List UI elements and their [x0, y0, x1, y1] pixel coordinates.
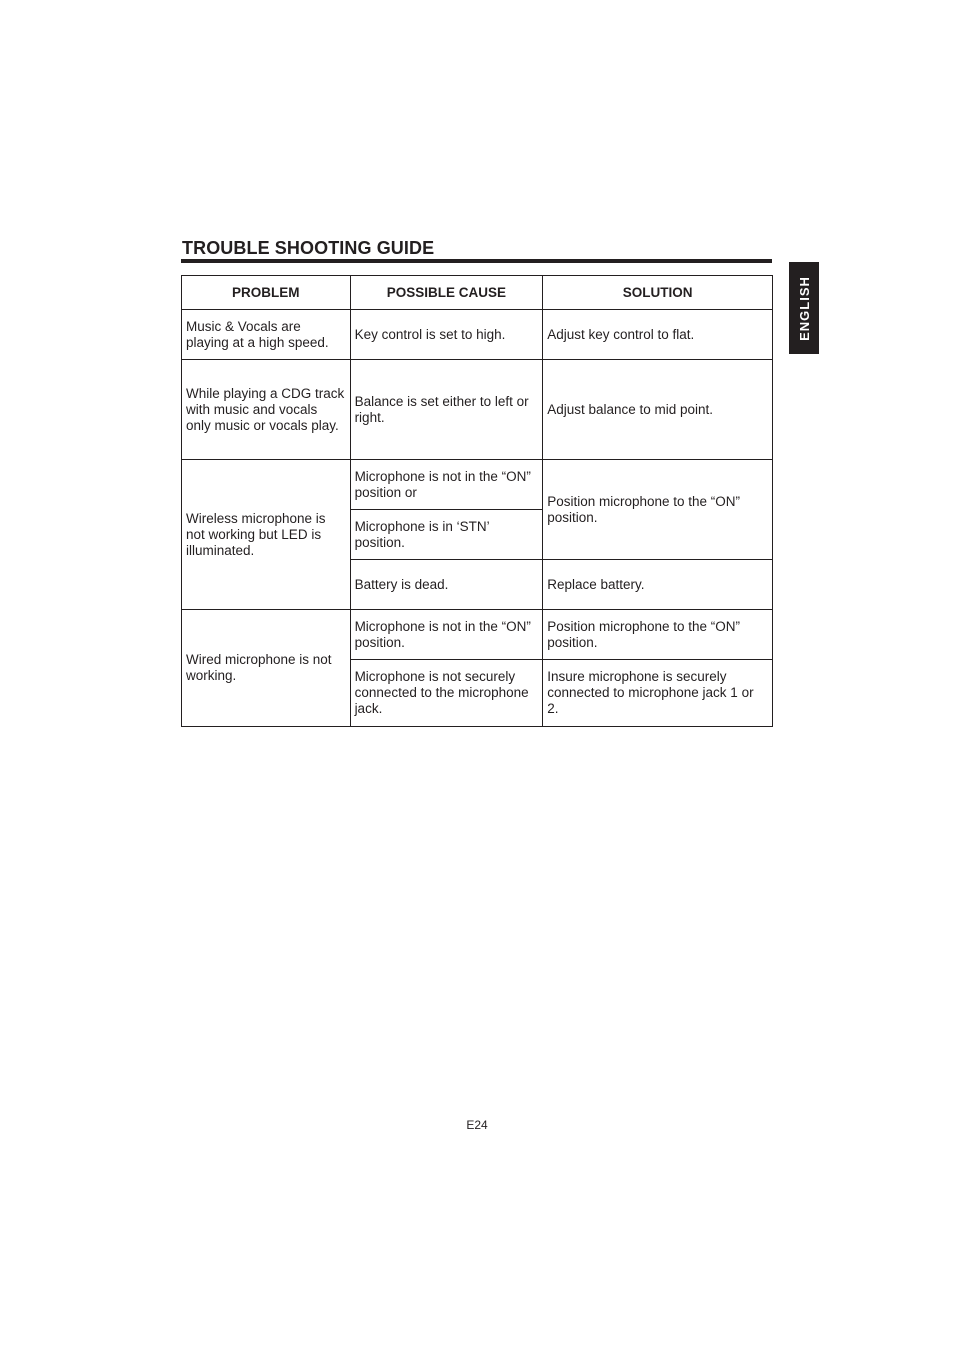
- solution-cell: Position microphone to the “ON” position.: [543, 460, 773, 560]
- table-row: [182, 610, 773, 660]
- cause-cell: Key control is set to high.: [350, 310, 543, 360]
- title-underline: [181, 259, 772, 263]
- language-tab: [789, 262, 819, 354]
- problem-cell: Wired microphone is not working.: [182, 610, 351, 727]
- solution-cell: Insure microphone is securely connected to microphone jack 1 or 2.: [543, 660, 773, 727]
- cause-cell: Microphone is not securely connected to the microphone jack.: [350, 660, 543, 727]
- table-header-row: [182, 276, 773, 310]
- cause-cell: Balance is set either to left or right.: [350, 360, 543, 460]
- table-row: [182, 460, 773, 510]
- problem-cell: Wireless microphone is not working but LED is illuminated.: [182, 460, 351, 610]
- language-tab-label: ENGLISH: [796, 275, 812, 341]
- solution-cell: Adjust key control to flat.: [543, 310, 773, 360]
- header-solution: SOLUTION: [543, 276, 773, 310]
- solution-cell: Adjust balance to mid point.: [543, 360, 773, 460]
- table-row: [182, 360, 773, 460]
- problem-cell: While playing a CDG track with music and vocals only music or vocals play.: [182, 360, 351, 460]
- troubleshooting-table: [181, 275, 773, 727]
- problem-cell: Music & Vocals are playing at a high speed.: [182, 310, 351, 360]
- cause-cell: Microphone is in ‘STN’ position.: [350, 510, 543, 560]
- page-title: TROUBLE SHOOTING GUIDE: [182, 238, 435, 258]
- page-number: E24: [466, 1118, 488, 1132]
- cause-cell: Microphone is not in the “ON” position or: [350, 460, 543, 510]
- solution-cell: Replace battery.: [543, 560, 773, 610]
- table-row: [182, 310, 773, 360]
- header-possible-cause: POSSIBLE CAUSE: [350, 276, 543, 310]
- cause-cell: Microphone is not in the “ON” position.: [350, 610, 543, 660]
- cause-cell: Battery is dead.: [350, 560, 543, 610]
- solution-cell: Position microphone to the “ON” position.: [543, 610, 773, 660]
- header-problem: PROBLEM: [182, 276, 351, 310]
